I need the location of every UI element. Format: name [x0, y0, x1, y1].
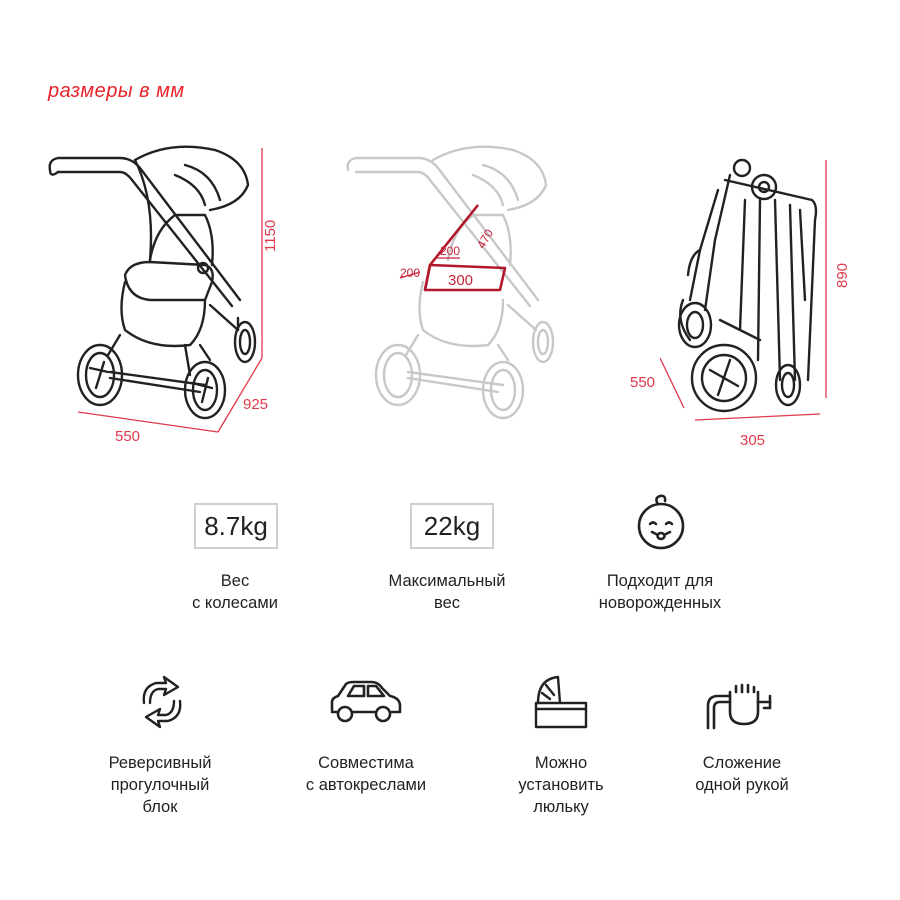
max-weight-value-box: 22kg — [410, 503, 494, 549]
car-seat-compatible-caption-line1: Совместима — [318, 754, 414, 772]
folded-length-label: 550 — [630, 374, 656, 391]
reverse-arrows-icon — [136, 673, 188, 731]
max-weight-caption — [357, 570, 537, 614]
car-icon — [328, 680, 404, 726]
one-hand-fold-caption — [652, 752, 832, 796]
max-weight-caption-line1: Максимальный — [388, 572, 506, 590]
one-hand-fold-caption-line2: одной рукой — [695, 776, 789, 794]
newborn-caption — [570, 570, 750, 614]
reversible-seat-caption-line2: прогулочный — [110, 776, 210, 794]
seat-side-label: 200 — [400, 266, 421, 280]
one-hand-fold-caption-line1: Сложение — [702, 754, 782, 772]
seat-back-label: 470 — [474, 226, 497, 251]
stroller-width-label: 550 — [115, 428, 141, 445]
folded-stroller-illustration — [660, 150, 840, 430]
reversible-seat-caption-line1: Реверсивный — [108, 754, 212, 772]
bassinet-caption-line2: установить — [518, 776, 604, 794]
weight-caption — [145, 570, 325, 614]
stroller-length-label: 925 — [243, 396, 269, 413]
newborn-caption-line1: Подходит для — [606, 572, 714, 590]
bassinet-caption — [471, 752, 651, 818]
folded-height-label: 890 — [834, 262, 851, 288]
weight-caption-line2: с колесами — [192, 594, 278, 612]
baby-face-icon — [630, 490, 694, 554]
bassinet-caption-line3: люльку — [533, 798, 589, 816]
one-hand-fold-icon — [704, 682, 776, 730]
car-seat-compatible-caption — [276, 752, 456, 796]
bassinet-icon — [532, 673, 590, 731]
weight-value-box: 8.7kg — [194, 503, 278, 549]
stroller-height-label: 1150 — [262, 219, 279, 252]
units-heading: размеры в мм — [48, 80, 185, 102]
newborn-caption-line2: новорожденных — [598, 594, 722, 612]
weight-caption-line1: Вес — [220, 572, 250, 590]
seat-depth-label: 200 — [440, 244, 461, 258]
bassinet-caption-line1: Можно — [534, 754, 588, 772]
reversible-seat-caption — [70, 752, 250, 818]
max-weight-caption-line2: вес — [433, 594, 460, 612]
folded-width-label: 305 — [740, 432, 766, 449]
reversible-seat-caption-line3: блок — [142, 798, 178, 816]
car-seat-compatible-caption-line2: с автокреслами — [305, 776, 427, 794]
seat-width-label: 300 — [448, 272, 474, 289]
